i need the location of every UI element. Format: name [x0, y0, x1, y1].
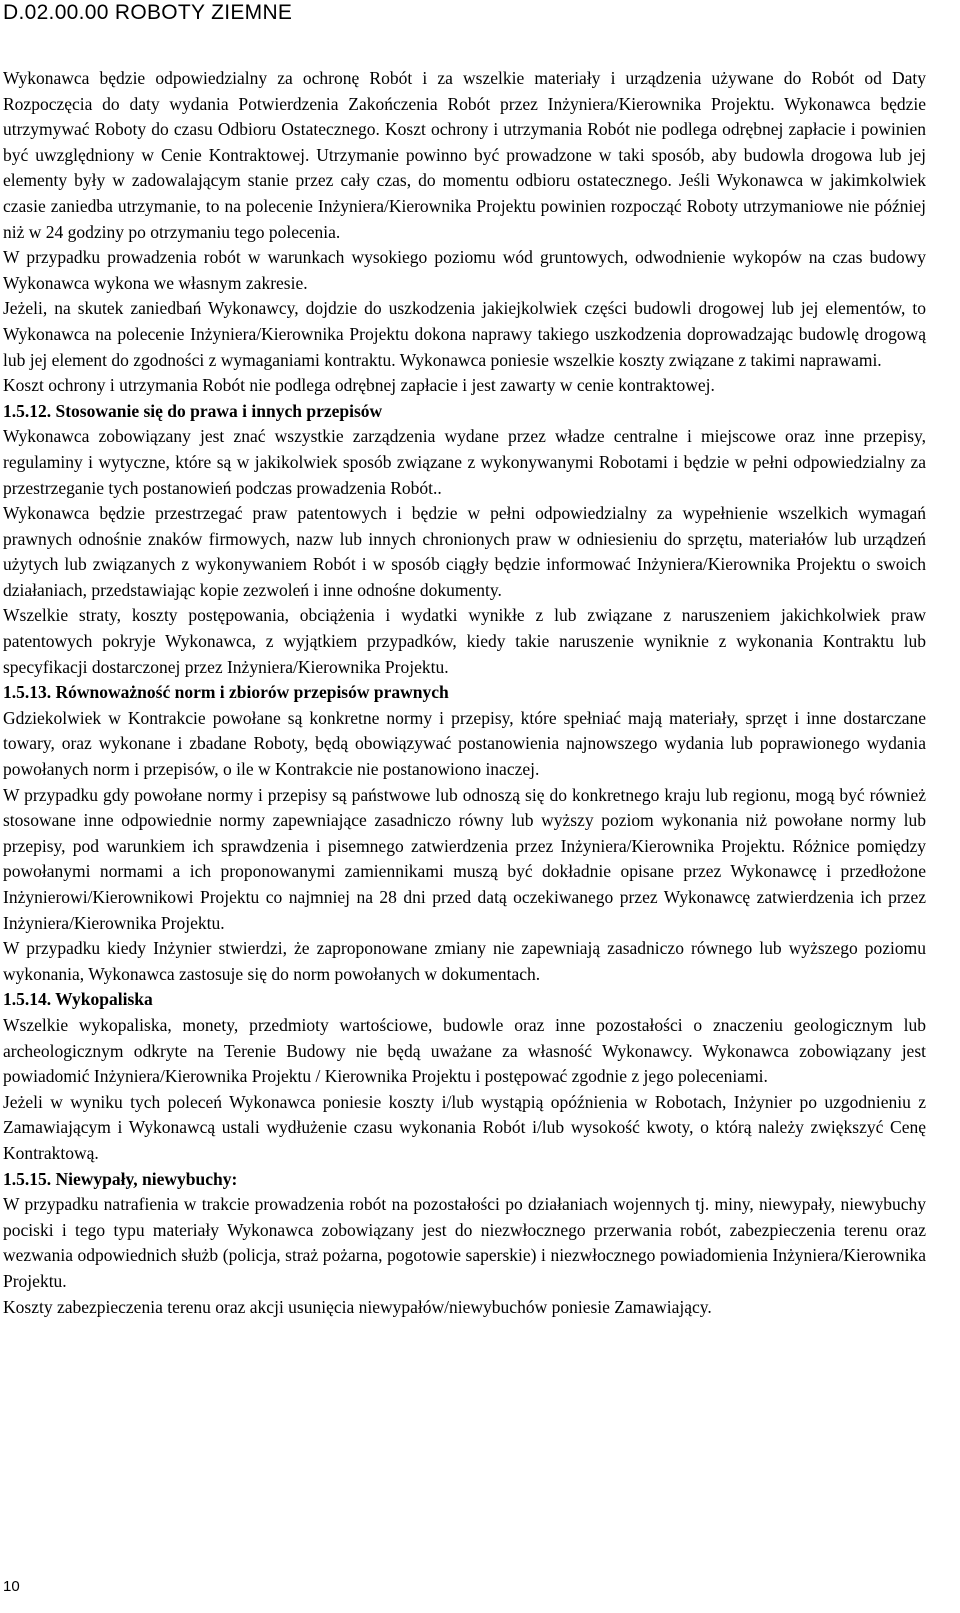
paragraph: Wykonawca będzie odpowiedzialny za ochronę Robót i za wszelkie materiały i urządzenia używane do Robót od Daty Rozpoczęcia do daty wydania Potwierdzenia Zakończenia Robót przez Inżyniera/Kierownika Projektu. Wykonawca będzie utrzymywać Roboty do czasu Odbioru Ostatecznego. Koszt ochrony i utrzymania Robót nie podlega odrębnej zapłacie i powinien być uwzględniony w Cenie Kontraktowej. Utrzymanie powinno być prowadzone w taki sposób, aby budowla drogowa lub jej elementy były w zadowalającym stanie przez cały czas, do momentu odbioru ostatecznego. Jeśli Wykonawca w jakimkolwiek czasie zaniedba utrzymanie, to na polecenie Inżyniera/Kierownika Projektu powinien rozpocząć Roboty utrzymaniowe nie później niż w 24 godziny po otrzymaniu tego polecenia.: [3, 68, 926, 242]
paragraph: W przypadku kiedy Inżynier stwierdzi, że zaproponowane zmiany nie zapewniają zasadniczo równego lub wyższego poziomu wykonania, Wykonawca zastosuje się do norm powołanych w dokumentach.: [3, 938, 926, 984]
paragraph: Wykonawca zobowiązany jest znać wszystkie zarządzenia wydane przez władze centralne i miejscowe oraz inne przepisy, regulaminy i wytyczne, które są w jakikolwiek sposób związane z wykonywanymi Robotami i będzie w pełni odpowiedzialny za przestrzeganie tych postanowień podczas prowadzenia Robót..: [3, 426, 926, 498]
paragraph: Wszelkie wykopaliska, monety, przedmioty wartościowe, budowle oraz inne pozostałości o znaczeniu geologicznym lub archeologicznym odkryte na Terenie Budowy nie będą uważane za własność Wykonawcy. Wykonawca zobowiązany jest powiadomić Inżyniera/Kierownika Projektu / Kierownika Projektu i postępować zgodnie z jego poleceniami.: [3, 1014, 926, 1087]
document-body: [3, 66, 926, 1320]
paragraph: Jeżeli, na skutek zaniedbań Wykonawcy, dojdzie do uszkodzenia jakiejkolwiek części budowli drogowej lub jej elementów, to Wykonawca na polecenie Inżyniera/Kierownika Projektu dokona naprawy takiego uszkodzenia doprowadzając budowlę drogową lub jej element do zgodności z wymaganiami kontraktu. Wykonawca poniesie wszelkie koszty związane z takimi naprawami.: [3, 298, 926, 370]
paragraph: W przypadku gdy powołane normy i przepisy są państwowe lub odnoszą się do konkretnego kraju lub regionu, mogą być również stosowane inne odpowiednie normy zapewniające zasadniczo równy lub wyższy poziom wykonania niż powołane normy lub przepisy, pod warunkiem ich sprawdzenia i pisemnego zatwierdzenia przez Inżyniera/Kierownika Projektu. Różnice pomiędzy powołanymi normami a ich proponowanymi zamiennikami muszą być dokładnie opisane przez Wykonawcę i przedłożone Inżynierowi/Kierownikowi Projektu co najmniej na 28 dni przed datą oczekiwanego przez Wykonawcę zatwierdzenia ich przez Inżyniera/Kierownika Projektu.: [3, 784, 926, 933]
paragraph: Wszelkie straty, koszty postępowania, obciążenia i wydatki wynikłe z lub związane z naruszeniem jakichkolwiek praw patentowych pokryje Wykonawca, z wyjątkiem przypadków, kiedy takie naruszenie wyniknie z wykonania Kontraktu lub specyfikacji dostarczonej przez Inżyniera/Kierownika Projektu.: [3, 605, 926, 677]
section-heading: 1.5.12. Stosowanie się do prawa i innych przepisów: [3, 400, 383, 421]
section-heading: 1.5.15. Niewypały, niewybuchy:: [3, 1168, 238, 1189]
paragraph: Wykonawca będzie przestrzegać praw patentowych i będzie w pełni odpowiedzialny za wypełnienie wszelkich wymagań prawnych odnośnie znaków firmowych, nazw lub innych chronionych praw w odniesieniu do sprzętu, materiałów lub urządzeń użytych lub związanych z wykonywaniem Robót i w sposób ciągły będzie informować Inżyniera/Kierownika Projektu o swoich działaniach, przedstawiając kopie zezwoleń i inne odnośne dokumenty.: [3, 503, 926, 600]
paragraph: W przypadku natrafienia w trakcie prowadzenia robót na pozostałości po działaniach wojennych tj. miny, niewypały, niewybuchy pociski i tego typu materiały Wykonawca zobowiązany jest do niezwłocznego przerwania robót, zabezpieczenia terenu oraz wezwania odpowiednich służb (policja, straż pożarna, pogotowie saperskie) i niezwłocznego powiadomienia Inżyniera/Kierownika Projektu.: [3, 1194, 926, 1291]
section-heading: 1.5.13. Równoważność norm i zbiorów przepisów prawnych: [3, 682, 449, 703]
paragraph: Gdziekolwiek w Kontrakcie powołane są konkretne normy i przepisy, które spełniać mają materiały, sprzęt i inne dostarczane towary, oraz wykonane i zbadane Roboty, będą obowiązywać postanowienia najnowszego wydania lub poprawionego wydania powołanych norm i przepisów, o ile w Kontrakcie nie postanowiono inaczej.: [3, 707, 926, 780]
paragraph: Koszty zabezpieczenia terenu oraz akcji usunięcia niewypałów/niewybuchów poniesie Zamawiający.: [3, 1296, 712, 1317]
page-header: D.02.00.00 ROBOTY ZIEMNE: [3, 1, 293, 24]
paragraph: Jeżeli w wyniku tych poleceń Wykonawca poniesie koszty i/lub wystąpią opóźnienia w Robotach, Inżynier po uzgodnieniu z Zamawiającym i Wykonawcą ustali wydłużenie czasu wykonania Robót i/lub wysokość kwoty, o którą należy zwiększyć Cenę Kontraktową.: [3, 1091, 926, 1163]
paragraph: Koszt ochrony i utrzymania Robót nie podlega odrębnej zapłacie i jest zawarty w cenie kontraktowej.: [3, 375, 715, 396]
paragraph: W przypadku prowadzenia robót w warunkach wysokiego poziomu wód gruntowych, odwodnienie wykopów na czas budowy Wykonawca wykona we własnym zakresie.: [3, 247, 926, 293]
section-heading: 1.5.14. Wykopaliska: [3, 989, 153, 1010]
page-number: 10: [3, 1578, 20, 1595]
